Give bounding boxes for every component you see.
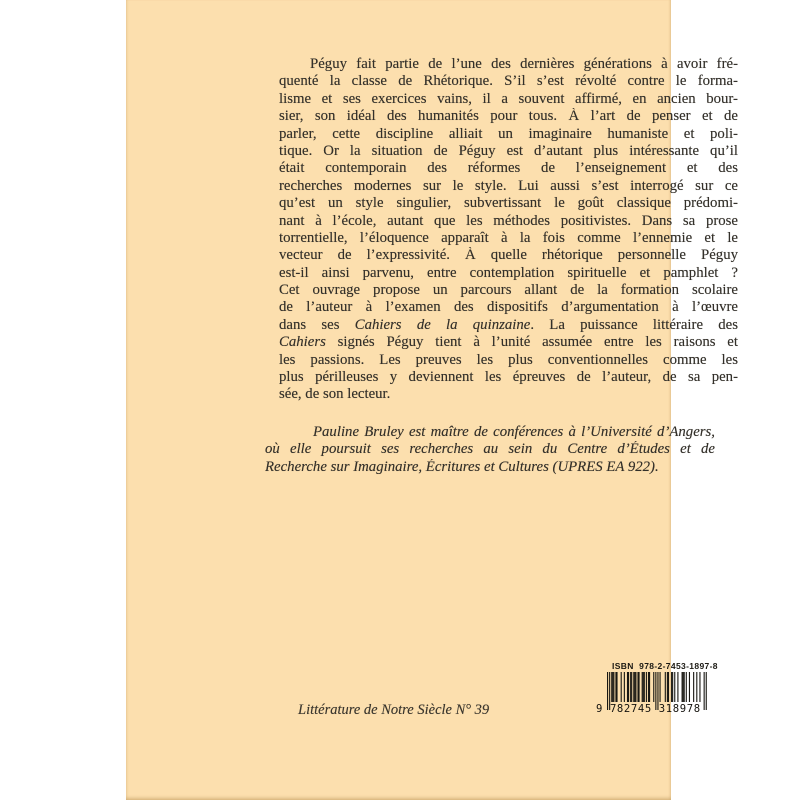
text-line [279, 317, 738, 334]
text-line [279, 369, 738, 386]
text-segment: qu’est un style singulier, subvertissant le goût classique prédomi- [279, 195, 738, 212]
barcode-bar [667, 672, 668, 702]
text-line [279, 247, 738, 264]
text-segment: lisme et ses exercices vains, il a souvent affirmé, en ancien bour- [279, 90, 738, 107]
text-segment: Péguy fait partie de l’une des dernières générations à avoir fré- [310, 56, 738, 72]
barcode-bar [671, 672, 672, 702]
text-segment: de l’auteur à l’examen des dispositifs d’argumentation à l’œuvre [279, 299, 738, 316]
text-line [279, 230, 738, 247]
barcode-bar [677, 672, 678, 702]
text-line [279, 334, 738, 351]
text-segment: tique. Or la situation de Péguy est d’autant plus intéressante qu’il [279, 142, 738, 159]
barcode-bar [684, 672, 685, 702]
text-segment: signés Péguy tient à l’unité assumée entre les raisons et [325, 334, 738, 351]
series-title: Littérature de Notre Siècle N° 39 [298, 702, 490, 718]
barcode-bar [639, 672, 640, 702]
barcode-bar [633, 672, 634, 702]
barcode-bar [646, 672, 647, 702]
author-bio-paragraph [265, 424, 715, 476]
barcode-bar [674, 672, 675, 702]
text-segment: sée, de son lecteur. [279, 386, 391, 403]
barcode-bar [628, 672, 629, 702]
ean-digits: 9 782745 318978 [596, 703, 701, 715]
text-line [279, 56, 738, 73]
barcode-bar [631, 672, 632, 702]
barcode-bar [699, 672, 700, 702]
text-line [279, 143, 738, 160]
text-segment: est-il ainsi parvenu, entre contemplation spirituelle et pamphlet ? [279, 264, 738, 281]
barcode-bar [696, 672, 697, 702]
synopsis-paragraph [279, 56, 738, 404]
barcode-bar [642, 672, 643, 702]
barcode-bar [665, 672, 666, 702]
text-line [265, 459, 715, 476]
text-segment: était contemporain des réformes de l’enseignement et des [279, 160, 738, 177]
text-segment: nant à l’école, autant que les méthodes positivistes. Dans sa prose [279, 212, 738, 229]
text-line [279, 91, 738, 108]
text-line [279, 195, 738, 212]
barcode-bar [689, 672, 690, 702]
text-segment: où elle poursuit ses recherches au sein du Centre d’Études et de [265, 441, 715, 458]
book-back-cover [126, 0, 738, 800]
barcode-bar [627, 672, 628, 702]
text-segment: sier, son idéal des humanités pour tous. À l’art de penser et de [279, 108, 738, 125]
barcode-bar [621, 672, 622, 702]
text-line [265, 424, 715, 441]
text-line [279, 386, 738, 403]
barcode-bar [637, 672, 638, 702]
text-segment: torrentielle, l’éloquence apparaît à la fois comme l’ennemie et le [279, 229, 738, 246]
isbn-label: ISBN 978-2-7453-1897-8 [612, 661, 718, 671]
text-line [279, 73, 738, 90]
text-line [279, 126, 738, 143]
text-line [279, 352, 738, 369]
barcode-bar [615, 672, 616, 702]
barcode-bar [630, 672, 631, 702]
text-segment: recherches modernes sur le style. Lui aussi s’est interrogé sur ce [279, 177, 738, 194]
text-line [265, 441, 715, 458]
text-segment: dans ses [279, 316, 355, 333]
barcode-bar [653, 672, 654, 702]
text-segment: plus périlleuses y deviennent les épreuves de l’auteur, de sa pen- [279, 369, 738, 386]
text-line [279, 213, 738, 230]
barcode-bar [613, 672, 614, 702]
text-segment: vecteur de l’expressivité. À quelle rhétorique personnelle Péguy [279, 247, 738, 264]
barcode-bar [611, 672, 612, 702]
text-line [279, 282, 738, 299]
barcode-bar [635, 672, 636, 702]
barcode-bar [616, 672, 617, 702]
barcode-bar [683, 672, 684, 702]
text-line [279, 265, 738, 282]
text-segment: . La puissance littéraire des [530, 316, 738, 333]
text-segment: Pauline Bruley est maître de conférences à l’Université d’Angers, [313, 424, 715, 440]
text-segment: Cet ouvrage propose un parcours allant de la formation scolaire [279, 282, 738, 299]
barcode-bar [624, 672, 625, 702]
barcode-bar [648, 672, 649, 702]
text-line [279, 108, 738, 125]
barcode-bar [634, 672, 635, 702]
barcode-bar [660, 672, 661, 702]
text-segment: parler, cette discipline alliait un imaginaire humaniste et poli- [279, 125, 738, 142]
barcode [596, 662, 716, 720]
barcode-bar [612, 672, 613, 702]
text-segment: les passions. Les preuves les plus conventionnelles comme les [279, 351, 738, 368]
barcode-bar [649, 672, 650, 702]
barcode-bar [686, 672, 687, 702]
italic-text-segment: Cahiers [279, 334, 326, 351]
barcode-bar [682, 672, 683, 702]
barcode-bar [643, 672, 644, 702]
text-line [279, 178, 738, 195]
text-segment: Recherche sur Imaginaire, Écritures et Cultures (UPRES EA 922). [265, 458, 659, 475]
barcode-bar [693, 672, 694, 702]
text-line [279, 299, 738, 316]
text-segment: quenté la classe de Rhétorique. S’il s’est révolté contre le forma- [279, 73, 738, 90]
barcode-bar [672, 672, 673, 702]
barcode-bar [668, 672, 669, 702]
barcode-bar [644, 672, 645, 702]
italic-text-segment: Cahiers de la quinzaine [354, 316, 531, 333]
text-line [279, 160, 738, 177]
